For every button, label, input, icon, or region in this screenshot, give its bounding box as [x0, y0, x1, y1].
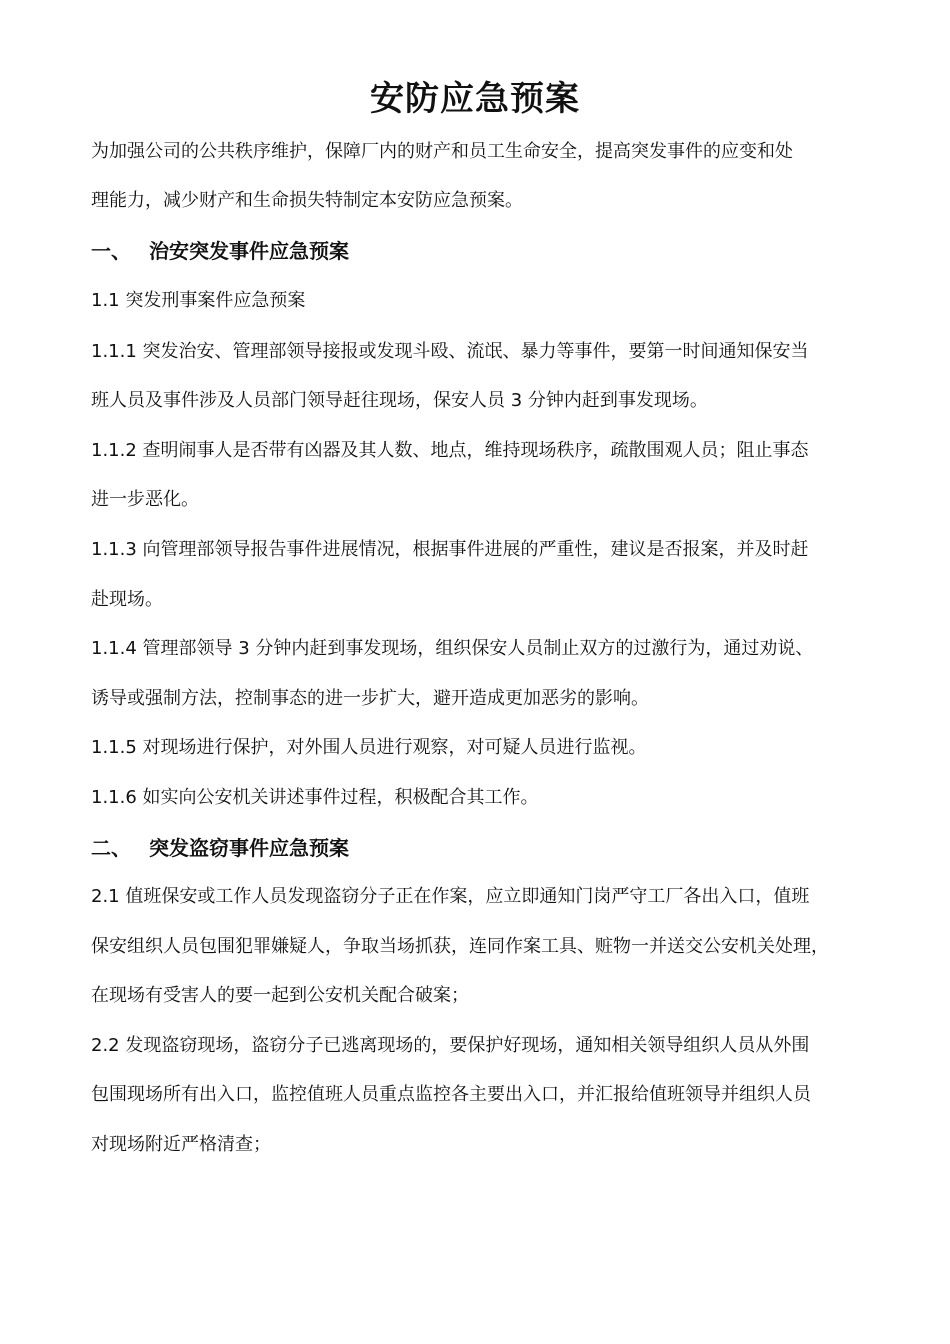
- paragraph-line: 班人员及事件涉及人员部门领导赶往现场，保安人员 3 分钟内赶到事发现场。: [91, 390, 708, 411]
- paragraph-line: 1.1.3 向管理部领导报告事件进展情况，根据事件进展的严重性，建议是否报案，并及时赶: [91, 539, 809, 560]
- section-heading-2: [91, 833, 349, 863]
- intro-line: 为加强公司的公共秩序维护，保障厂内的财产和员工生命安全，提高突发事件的应变和处: [91, 141, 793, 162]
- section-heading-text: 治安突发事件应急预案: [149, 239, 349, 263]
- paragraph-line: 2.1 值班保安或工作人员发现盗窃分子正在作案，应立即通知门岗严守工厂各出入口，值班: [91, 886, 810, 907]
- paragraph-line: 保安组织人员包围犯罪嫌疑人，争取当场抓获，连同作案工具、赃物一并送交公安机关处理，: [91, 936, 829, 957]
- paragraph-line: 2.2 发现盗窃现场，盗窃分子已逃离现场的，要保护好现场，通知相关领导组织人员从外围: [91, 1035, 810, 1056]
- paragraph-line: 1.1.5 对现场进行保护，对外围人员进行观察，对可疑人员进行监视。: [91, 737, 647, 758]
- paragraph-line: 1.1.6 如实向公安机关讲述事件过程，积极配合其工作。: [91, 787, 539, 808]
- section-heading-text: 突发盗窃事件应急预案: [149, 836, 349, 860]
- paragraph-line: 1.1.4 管理部领导 3 分钟内赶到事发现场，组织保安人员制止双方的过激行为，通过劝说、: [91, 638, 814, 659]
- section-heading-1: [91, 236, 349, 266]
- subsection-heading: 1.1 突发刑事案件应急预案: [91, 290, 306, 311]
- paragraph-line: 1.1.2 查明闹事人是否带有凶器及其人数、地点，维持现场秩序，疏散围观人员；阻止事态: [91, 440, 809, 461]
- section-number: 一、: [91, 239, 131, 263]
- paragraph-line: 在现场有受害人的要一起到公安机关配合破案；: [91, 985, 469, 1006]
- paragraph-line: 进一步恶化。: [91, 489, 199, 510]
- paragraph-line: 对现场附近严格清查；: [91, 1134, 271, 1155]
- paragraph-line: 赴现场。: [91, 589, 163, 610]
- intro-line: 理能力，减少财产和生命损失特制定本安防应急预案。: [91, 190, 523, 211]
- paragraph-line: 包围现场所有出入口，监控值班人员重点监控各主要出入口，并汇报给值班领导并组织人员: [91, 1084, 811, 1105]
- paragraph-line: 1.1.1 突发治安、管理部领导接报或发现斗殴、流氓、暴力等事件，要第一时间通知保安当: [91, 341, 809, 362]
- document-title: 安防应急预案: [370, 79, 580, 119]
- section-number: 二、: [91, 836, 131, 860]
- paragraph-line: 诱导或强制方法，控制事态的进一步扩大，避开造成更加恶劣的影响。: [91, 688, 649, 709]
